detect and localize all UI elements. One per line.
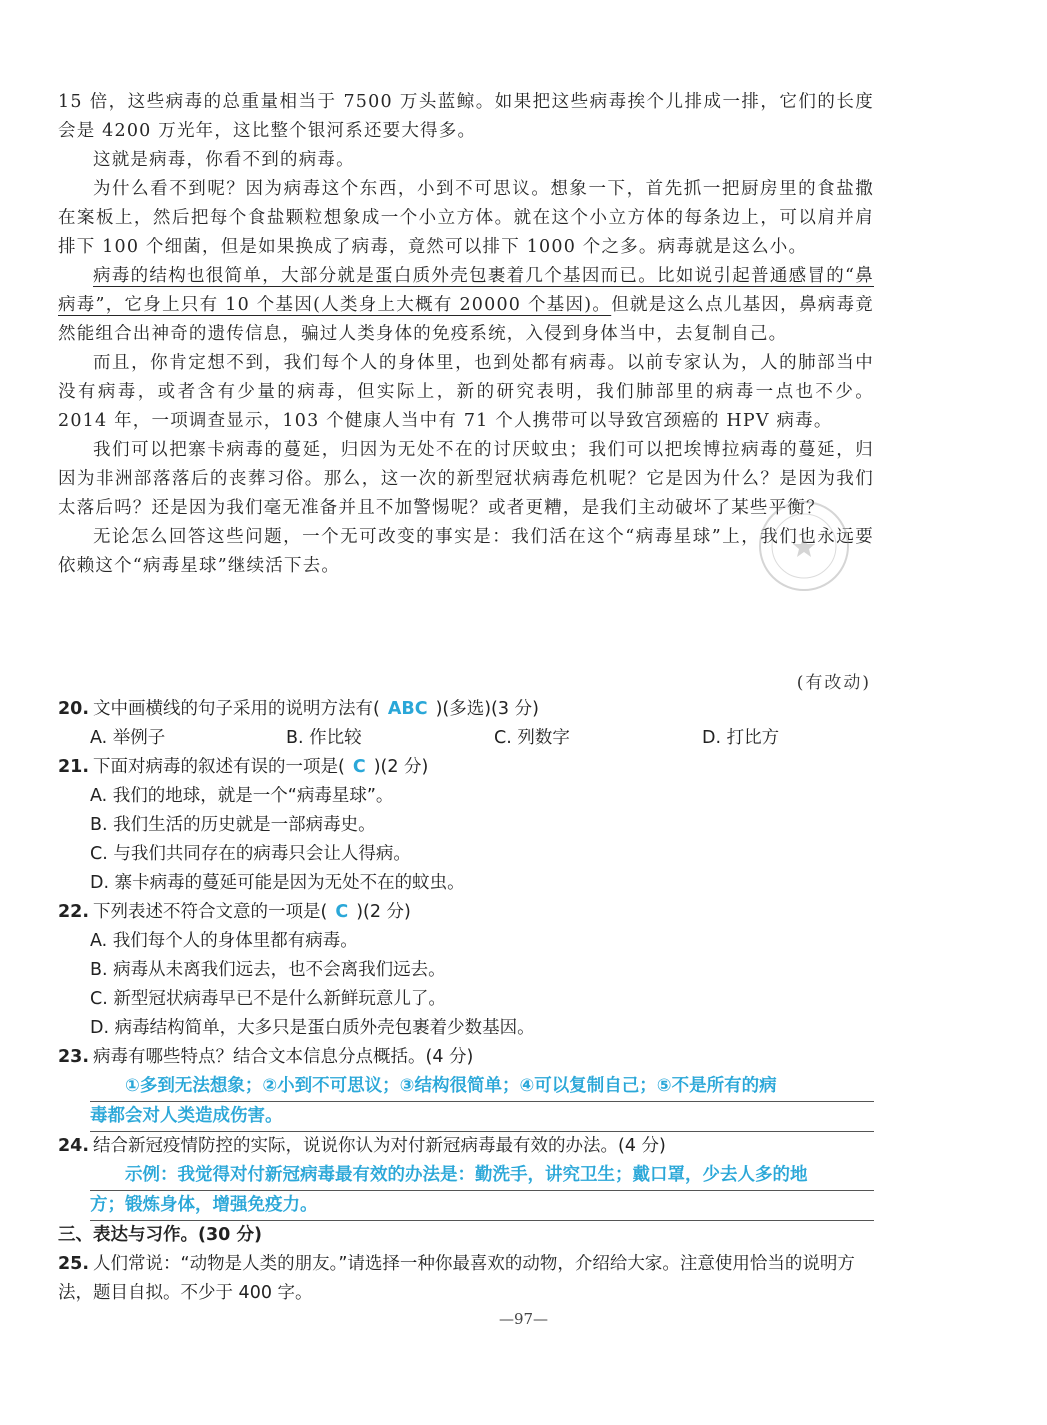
question-24 (58, 1132, 874, 1161)
answer-text: C (352, 757, 366, 777)
question-number: 23. (58, 1047, 90, 1067)
question-22 (58, 898, 874, 927)
question-21 (58, 753, 874, 782)
questions-section (58, 695, 874, 1308)
question-number: 25. (58, 1254, 90, 1274)
question-score: )(多选)(3 分) (435, 699, 539, 719)
question-number: 22. (58, 902, 90, 922)
seal-stamp-icon (756, 498, 852, 594)
question-text: 人们常说：“动物是人类的朋友。”请选择一种你最喜欢的动物，介绍给大家。注意使用恰当的说明方法，题目自拟。不少于 400 字。 (58, 1254, 855, 1303)
option-b: B. 病毒从未离我们远去，也不会离我们远去。 (90, 960, 446, 980)
question-20-options (58, 724, 874, 753)
passage-paragraph-6: 我们可以把寨卡病毒的蔓延，归因为无处不在的讨厌蚊虫；我们可以把埃博拉病毒的蔓延，归因为非洲部落落后的丧葬习俗。那么，这一次的新型冠状病毒危机呢？它是因为什么？是因为我们太落后吗？还是因为我们毫无准备并且不加警惕呢？或者更糟，是我们主动破坏了某些平衡？ (58, 440, 874, 518)
option-c: C. 列数字 (494, 728, 570, 748)
option-d: D. 病毒结构简单，大多只是蛋白质外壳包裹着少数基因。 (90, 1018, 535, 1038)
option-a: A. 我们的地球，就是一个“病毒星球”。 (90, 786, 394, 806)
passage-paragraph-4 (58, 262, 874, 349)
answer-text: ABC (387, 699, 428, 719)
passage-paragraph-5: 而且，你肯定想不到，我们每个人的身体里，也到处都有病毒。以前专家认为，人的肺部当中没有病毒，或者含有少量的病毒，但实际上，新的研究表明，我们肺部里的病毒一点也不少。2014 年，一项调查显示，103 个健康人当中有 71 个人携带可以导致宫颈癌的 HPV 病毒。 (58, 353, 874, 431)
answer-line-2: 毒都会对人类造成伤害。 (90, 1102, 874, 1132)
answer-line-2: 方；锻炼身体，增强免疫力。 (90, 1191, 874, 1221)
question-20 (58, 695, 874, 724)
question-score: )(2 分) (373, 757, 429, 777)
question-text: 文中画横线的句子采用的说明方法有( (93, 699, 380, 719)
question-number: 21. (58, 757, 90, 777)
option-b: B. 作比较 (286, 728, 362, 748)
question-23 (58, 1043, 874, 1072)
answer-line-1: ①多到无法想象；②小到不可思议；③结构很简单；④可以复制自己；⑤不是所有的病 (90, 1072, 874, 1102)
option-c: C. 新型冠状病毒早已不是什么新鲜玩意儿了。 (90, 989, 446, 1009)
question-25 (58, 1250, 874, 1308)
reading-passage (58, 88, 874, 581)
question-number: 24. (58, 1136, 90, 1156)
option-d: D. 打比方 (702, 728, 780, 748)
page-number: —97— (498, 1310, 549, 1328)
question-text: 结合新冠疫情防控的实际，说说你认为对付新冠病毒最有效的办法。(4 分) (93, 1136, 666, 1156)
underlined-sentence: 病毒的结构也很简单，大部分就是蛋白质外壳包裹着几个基因而已。比如说引起普通感冒的“鼻病毒”，它身上只有 10 个基因(人类身上大概有 20000 个基因)。 (58, 266, 874, 315)
answer-line-1: 示例：我觉得对付新冠病毒最有效的办法是：勤洗手，讲究卫生；戴口罩，少去人多的地 (90, 1161, 874, 1191)
option-d: D. 寨卡病毒的蔓延可能是因为无处不在的蚊虫。 (90, 873, 465, 893)
option-a: A. 举例子 (90, 728, 166, 748)
option-b: B. 我们生活的历史就是一部病毒史。 (90, 815, 376, 835)
question-score: )(2 分) (356, 902, 411, 922)
passage-paragraph-4-rest: 但就是这么点儿基因，鼻病毒竟然能组合出神奇的遗传信息，骗过人类身体的免疫系统，入侵到身体当中，去复制自己。 (58, 295, 874, 344)
question-text: 下面对病毒的叙述有误的一项是( (93, 757, 345, 777)
passage-paragraph-7: 无论怎么回答这些问题，一个无可改变的事实是：我们活在这个“病毒星球”上，我们也永远要依赖这个“病毒星球”继续活下去。 (58, 527, 874, 576)
answer-text: C (335, 902, 349, 922)
question-text: 下列表述不符合文意的一项是( (93, 902, 328, 922)
source-note: (有改动) (796, 673, 871, 693)
passage-paragraph-1: 15 倍，这些病毒的总重量相当于 7500 万头蓝鲸。如果把这些病毒挨个儿排成一排，它们的长度会是 4200 万光年，这比整个银河系还要大得多。 (58, 92, 874, 141)
question-number: 20. (58, 699, 90, 719)
passage-paragraph-2: 这就是病毒，你看不到的病毒。 (93, 150, 355, 170)
question-text: 病毒有哪些特点？结合文本信息分点概括。(4 分) (93, 1047, 474, 1067)
passage-paragraph-3: 为什么看不到呢？因为病毒这个东西，小到不可思议。想象一下，首先抓一把厨房里的食盐撒在案板上，然后把每个食盐颗粒想象成一个小立方体。就在这个小立方体的每条边上，可以肩并肩排下 100 个细菌，但是如果换成了病毒，竟然可以排下 1000 个之多。病毒就是这么小。 (58, 179, 874, 257)
section-heading: 三、表达与习作。(30 分) (58, 1225, 262, 1245)
option-a: A. 我们每个人的身体里都有病毒。 (90, 931, 358, 951)
option-c: C. 与我们共同存在的病毒只会让人得病。 (90, 844, 411, 864)
